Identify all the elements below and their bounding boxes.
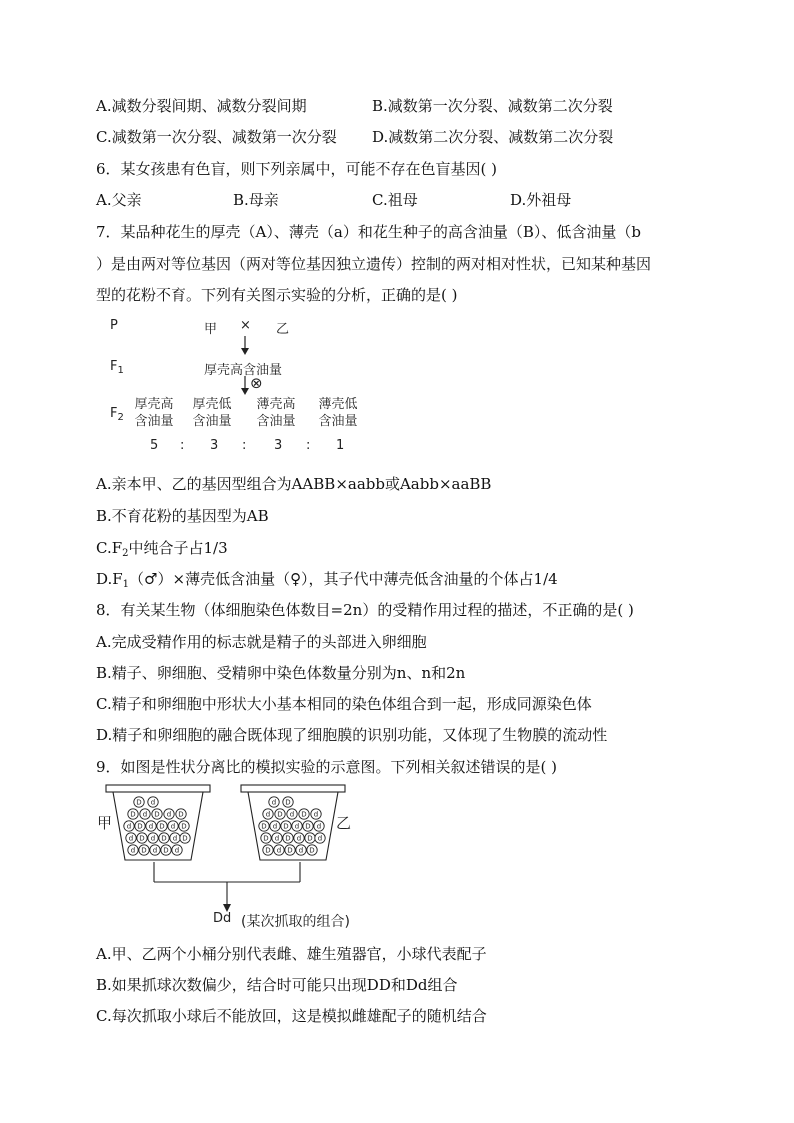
q7-option-d: $D.F_1(♂)\times$薄壳低含油量（♀），其子代中薄壳低含油量的个体占1/4 [96,570,558,590]
svg-text:d: d [296,834,302,843]
f2-phenotype-2: 厚壳低 含油量 [192,397,232,429]
ball [275,809,285,819]
ball [311,809,321,819]
f2-generation-label: $F_2$ [110,406,124,423]
bucket-jia [105,784,211,868]
svg-text:D: D [309,846,315,855]
q9-option-b: B.如果抓球次数偏少，结合时可能只出现DD和Dd组合 [96,976,458,994]
svg-text:D: D [178,810,184,819]
q7-option-a: A.亲本甲、乙的基因型组合为AABB×aabb或Aabb×aaBB [96,475,492,493]
ball [263,845,273,855]
svg-text:D: D [285,834,291,843]
svg-text:d: d [172,834,178,843]
ball [305,833,315,843]
bucket-rim [241,785,345,792]
svg-text:d: d [276,846,282,855]
ratio-value-4: 1 [336,438,345,453]
q6-option-a: A.父亲 [96,191,142,209]
q5-option-a: A.减数分裂间期、减数分裂间期 [96,97,307,115]
ball [283,797,293,807]
ball [263,809,273,819]
ball [259,821,269,831]
svg-text:D: D [301,810,307,819]
svg-text:D: D [161,834,167,843]
q7-stem-line-2: ）是由两对等位基因（两对等位基因独立遗传）控制的两对相对性状，已知某种基因 [96,255,652,273]
ball [307,845,317,855]
q8-stem: 8．有关某生物（体细胞染色体数目=2n）的受精作用过程的描述，不正确的是( ) [96,601,634,619]
bucket-jia-label: 甲 [97,814,113,832]
ratio-value-2: 3 [210,438,219,453]
q9-stem: 9．如图是性状分离比的模拟实验的示意图。下列相关叙述错误的是( ) [96,758,558,776]
svg-text:D: D [277,810,283,819]
q6-option-c: C.祖母 [372,191,418,209]
q6-stem: 6．某女孩患有色盲，则下列亲属中，可能不存在色盲基因( ) [96,160,498,178]
ball [172,845,182,855]
parent-yi: 乙 [276,322,290,337]
svg-text:d: d [313,810,319,819]
ball [269,797,279,807]
svg-text:d: d [126,822,132,831]
svg-text:d: d [150,834,156,843]
ball [128,845,138,855]
ball [148,797,158,807]
ball [287,809,297,819]
ball [294,833,304,843]
svg-text:d: d [174,846,180,855]
ball [261,833,271,843]
ball [148,833,158,843]
svg-text:D: D [285,798,291,807]
ball [124,821,134,831]
ball [270,821,280,831]
svg-text:D: D [139,834,145,843]
ball [157,821,167,831]
q7-option-b: B.不育花粉的基因型为AB [96,507,269,525]
ball [128,809,138,819]
svg-text:D: D [159,822,165,831]
ball [180,833,190,843]
ball [140,809,150,819]
svg-text:d: d [274,834,280,843]
q6-option-d: D.外祖母 [510,191,572,209]
svg-text:d: d [289,810,295,819]
svg-text:D: D [137,822,143,831]
f2-phenotype-4: 薄壳低 含油量 [318,397,358,429]
q8-option-c: C.精子和卵细胞中形状大小基本相同的染色体组合到一起，形成同源染色体 [96,695,592,713]
svg-text:d: d [298,846,304,855]
svg-text:D: D [136,798,142,807]
ball [299,809,309,819]
svg-text:d: d [272,822,278,831]
selfing-symbol: ⊗ [250,374,263,392]
svg-text:d: d [294,822,300,831]
ball [135,821,145,831]
q5-option-d: D.减数第二次分裂、减数第二次分裂 [372,128,614,146]
svg-text:d: d [150,798,156,807]
p-generation-label: P [110,318,118,333]
q7-option-c: $C.F_2$中纯合子占1/3 [96,539,228,559]
cross-symbol: × [240,318,251,333]
ball [176,809,186,819]
ratio-separator-1: : [180,438,185,453]
svg-text:D: D [305,822,311,831]
parent-jia: 甲 [204,322,218,337]
ball [283,833,293,843]
f1-generation-label: $F_1$ [110,359,124,376]
f2-phenotype-3: 薄壳高 含油量 [256,397,296,429]
svg-text:d: d [271,798,277,807]
ball [281,821,291,831]
q9-option-a: A.甲、乙两个小桶分别代表雌、雄生殖器官，小球代表配子 [96,945,487,963]
bucket-yi-label: 乙 [336,814,352,832]
svg-text:D: D [263,834,269,843]
svg-text:D: D [261,822,267,831]
ball [292,821,302,831]
q8-option-a: A.完成受精作用的标志就是精子的头部进入卵细胞 [96,633,427,651]
ball [137,833,147,843]
q8-option-d: D.精子和卵细胞的融合既体现了细胞膜的识别功能，又体现了生物膜的流动性 [96,726,608,744]
q7-stem-line-1: 7．某品种花生的厚壳（A）、薄壳（a）和花生种子的高含油量（B）、低含油量（b [96,223,641,241]
ball [150,845,160,855]
ball [164,809,174,819]
svg-text:d: d [148,822,154,831]
q7-stem-line-3: 型的花粉不育。下列有关图示实验的分析，正确的是( ) [96,286,458,304]
ratio-value-3: 3 [274,438,283,453]
ball [146,821,156,831]
svg-text:D: D [130,810,136,819]
svg-text:d: d [166,810,172,819]
ball [303,821,313,831]
ball [285,845,295,855]
q6-option-b: B.母亲 [233,191,279,209]
ball [126,833,136,843]
svg-text:d: d [316,822,322,831]
f2-phenotype-1: 厚壳高 含油量 [134,397,174,429]
q5-option-b: B.减数第一次分裂、减数第二次分裂 [372,97,613,115]
svg-text:D: D [163,846,169,855]
svg-text:D: D [307,834,313,843]
q9-option-c: C.每次抓取小球后不能放回，这是模拟雌雄配子的随机结合 [96,1007,487,1025]
ball [274,845,284,855]
svg-text:d: d [170,822,176,831]
ball [272,833,282,843]
arrow-p-to-f1-icon [238,336,252,356]
ball [159,833,169,843]
svg-text:D: D [265,846,271,855]
svg-text:d: d [130,846,136,855]
f1-phenotype: 厚壳高含油量 [204,363,283,378]
ball [152,809,162,819]
svg-text:d: d [152,846,158,855]
svg-text:d: d [265,810,271,819]
svg-text:D: D [141,846,147,855]
svg-text:d: d [142,810,148,819]
ball [315,833,325,843]
bucket-rim [106,785,210,792]
ball [296,845,306,855]
svg-text:D: D [287,846,293,855]
result-label: (某次抓取的组合) [241,914,350,930]
svg-text:D: D [154,810,160,819]
bucket-yi [240,784,346,868]
ratio-separator-3: : [306,438,311,453]
svg-text:D: D [181,822,187,831]
svg-text:d: d [128,834,134,843]
q5-option-c: C.减数第一次分裂、减数第一次分裂 [96,128,337,146]
ball [161,845,171,855]
q8-option-b: B.精子、卵细胞、受精卵中染色体数量分别为n、n和2n [96,664,466,682]
ball [134,797,144,807]
ball [170,833,180,843]
ball [314,821,324,831]
ratio-value-1: 5 [150,438,159,453]
svg-text:D: D [182,834,188,843]
ball [168,821,178,831]
ball [179,821,189,831]
ball [139,845,149,855]
svg-text:d: d [317,834,323,843]
result-balls: Dd [213,911,232,926]
svg-text:D: D [283,822,289,831]
ratio-separator-2: : [242,438,247,453]
